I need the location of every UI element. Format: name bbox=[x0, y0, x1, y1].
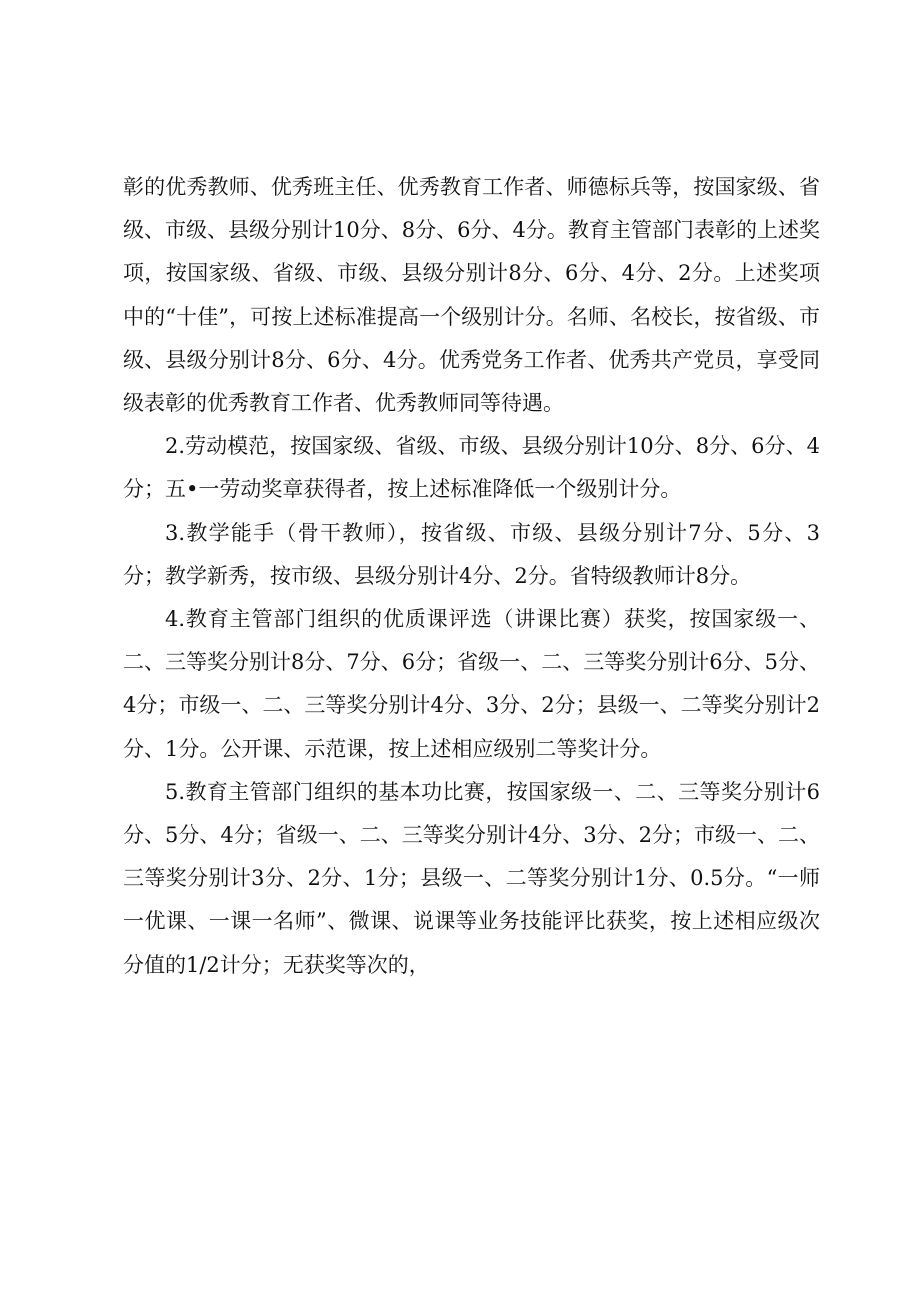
paragraph-2: 2.劳动模范，按国家级、省级、市级、县级分别计10分、8分、6分、4分；五•一劳动奖章获得者，按上述标准降低一个级别计分。 bbox=[123, 434, 820, 502]
paragraph-1: 彰的优秀教师、优秀班主任、优秀教育工作者、师德标兵等，按国家级、省级、市级、县级分别计10分、8分、6分、4分。教育主管部门表彰的上述奖项，按国家级、省级、市级、县级分别计8分、6分、4分、2分。上述奖项中的“十佳”，可按上述标准提高一个级别计分。名师、名校长，按省级、市级、县级分别计8分、6分、4分。优秀党务工作者、优秀共产党员，享受同级表彰的优秀教育工作者、优秀教师同等待遇。 bbox=[123, 175, 820, 416]
document-page bbox=[123, 166, 820, 987]
paragraph-5: 5.教育主管部门组织的基本功比赛，按国家级一、二、三等奖分别计6分、5分、4分；省级一、二、三等奖分别计4分、3分、2分；市级一、二、三等奖分别计3分、2分、1分；县级一、二等奖分别计1分、0.5分。“一师一优课、一课一名师”、微课、说课等业务技能评比获奖，按上述相应级次分值的1/2计分；无获奖等次的， bbox=[123, 779, 820, 977]
paragraph-3: 3.教学能手（骨干教师），按省级、市级、县级分别计7分、5分、3分；教学新秀，按市级、县级分别计4分、2分。省特级教师计8分。 bbox=[123, 520, 820, 588]
paragraph-4: 4.教育主管部门组织的优质课评选（讲课比赛）获奖，按国家级一、二、三等奖分别计8分、7分、6分；省级一、二、三等奖分别计6分、5分、4分；市级一、二、三等奖分别计4分、3分、2分；县级一、二等奖分别计2分、1分。公开课、示范课，按上述相应级别二等奖计分。 bbox=[123, 607, 820, 761]
